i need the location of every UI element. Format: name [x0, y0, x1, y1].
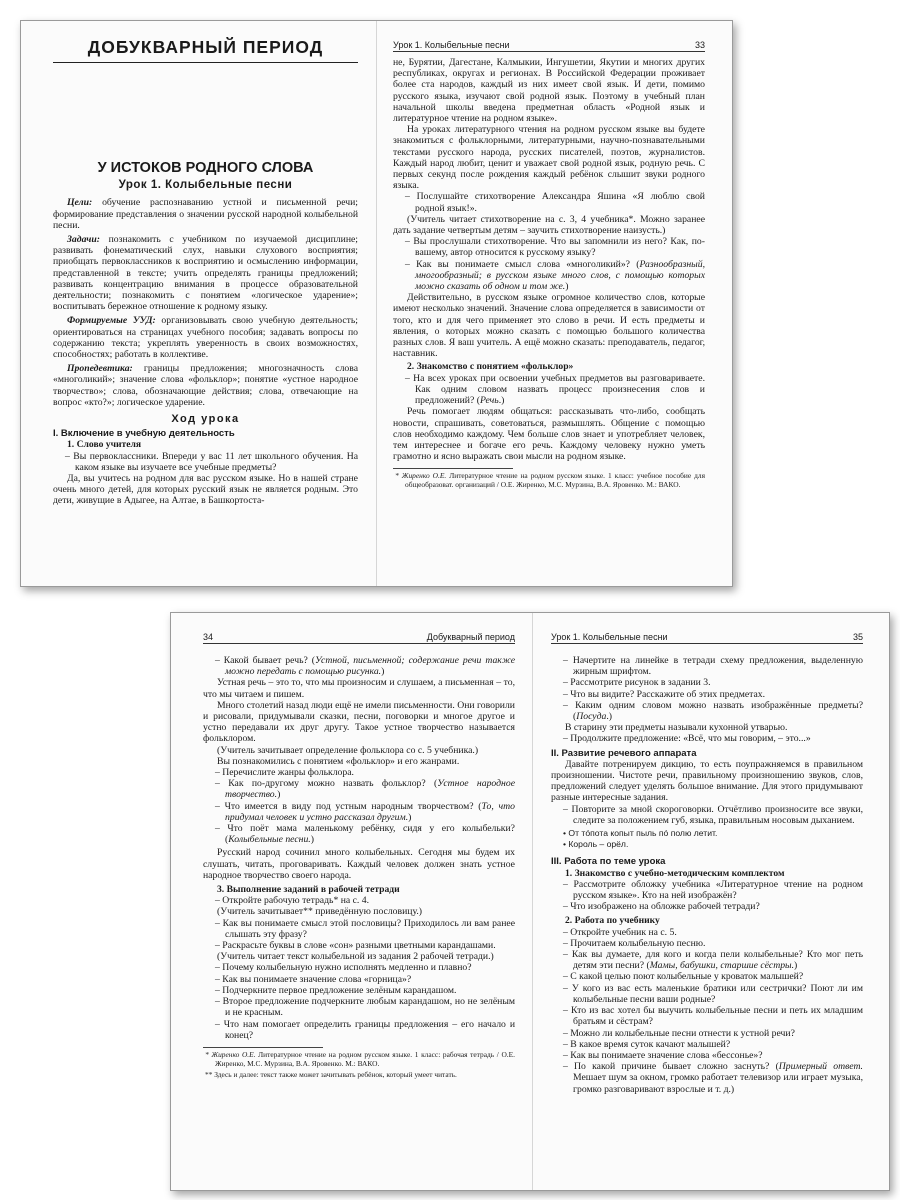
dialogue-line: – Послушайте стихотворение Александра Яшина «Я люблю свой родной язык!». — [405, 191, 705, 214]
dialogue-line: – Откройте рабочую тетрадь* на с. 4. — [215, 895, 370, 907]
dialogue-text: ) — [310, 834, 314, 846]
page-fold — [376, 21, 377, 586]
page-number: 33 — [694, 40, 705, 50]
dialogue-text: ) — [381, 666, 385, 678]
paragraph: не, Бурятии, Дагестане, Калмыкии, Ингушетии, Якутии и многих других республиках, округах и регионах. В Российской Федерации проживает более ста народов, каждый из них имеет свой язык. И дети, помимо русского языка, изучают свой родной язык. Поэтому в учебный план начальной школы введена предметная область «Родной язык и литературное чтение на родном языке». — [393, 57, 705, 125]
dialogue-text: – Как по-другому можно назвать фольклор? ( — [215, 778, 438, 790]
footnote-author: * Жиренко О.Е. — [395, 471, 447, 481]
dialogue-line: – Что нам помогает определить границы предложения – его начало и конец? — [215, 1018, 515, 1041]
page-body — [53, 160, 358, 507]
subsection-heading: 1. Слово учителя — [67, 439, 142, 451]
page-number: 35 — [852, 632, 863, 642]
expected-answer: Посуда — [576, 711, 607, 723]
book-spread-bottom — [170, 612, 890, 1191]
teacher-note: (Учитель читает текст колыбельной из задания 2 рабочей тетради.) — [217, 951, 494, 963]
book-spread-top — [20, 20, 733, 587]
dialogue-line: – Рассмотрите рисунок в задании 3. — [563, 677, 711, 689]
tasks-label: Задачи: — [67, 234, 100, 246]
dialogue-line — [203, 655, 515, 677]
subsection-heading: 2. Работа по учебнику — [565, 915, 660, 927]
tongue-twister: • От тóпота копыт пыль пó полю летит. — [563, 828, 718, 839]
subsection-heading: 1. Знакомство с учебно-методическим комплектом — [565, 867, 785, 879]
dialogue-line: – Рассмотрите обложку учебника «Литературное чтение на родном русском языке». Кто на ней изображён? — [563, 878, 863, 902]
dialogue-line — [551, 1061, 863, 1095]
running-head-title: Добукварный период — [426, 632, 515, 642]
subsection-heading: 2. Знакомство с понятием «фольклор» — [407, 361, 574, 373]
uud-paragraph — [53, 315, 358, 360]
paragraph: В старину эти предметы называли кухонной утварью. — [565, 722, 788, 734]
page-number: 34 — [203, 632, 214, 642]
paragraph: Устная речь – это то, что мы произносим и слушаем, а письменная – то, что мы читаем и пишем. — [203, 677, 515, 700]
paragraph: Давайте потренируем дикцию, то есть поупражняемся в правильном произношении. Чистоте речи, правильному произношению звуков, слов, предложений следует уделять большое внимание. Для этого придумывают разные интересные задания. — [551, 758, 863, 804]
teacher-note: (Учитель читает стихотворение на с. 3, 4 учебника*. Можно заранее дать задание четвертым детям – заучить стихотворение наизусть.) — [393, 213, 705, 237]
dialogue-text: – На всех уроках при освоении учебных предметов вы разговариваете. Как одним словом назвать процесс произнесения слов и предложений? ( — [405, 372, 705, 407]
section-heading: III. Работа по теме урока — [551, 856, 666, 868]
dialogue-line: – Можно ли колыбельные песни отнести к устной речи? — [563, 1027, 795, 1039]
uud-label: Формируемые УУД: — [67, 315, 156, 327]
paragraph: Русский народ сочинил много колыбельных. Сегодня мы будем их слушать, читать, проговаривать. Каждый человек должен знать устное народное творчество своего народа. — [203, 847, 515, 881]
section-heading: I. Включение в учебную деятельность — [53, 428, 235, 440]
expected-answer: Разнообразный, многообразный; в русском языке много слов, с помощью которых можно сказать об одном и том же. — [415, 258, 705, 293]
dialogue-line: – Перечислите жанры фольклора. — [215, 767, 354, 779]
expected-answer: То, что придумал человек и устно рассказал другим. — [225, 800, 515, 823]
footnote: ** Здесь и далее: текст также может зачитывать ребёнок, который умеет читать. — [205, 1069, 457, 1079]
lesson-progress-heading: Ход урока — [171, 413, 240, 426]
paragraph: Много столетий назад люди ещё не имели письменности. Они говорили и рисовали, придумывали сказки, песни, поговорки и многое другое и устно передавали их друг другу. Такое устное творчество называется фольклором. — [203, 699, 515, 745]
dialogue-text: ) — [794, 960, 798, 972]
page-left-top — [53, 21, 358, 586]
dialogue-line: – Вы первоклассники. Впереди у вас 11 лет школьного обучения. На каком языке вы изучаете все учебные предметы? — [65, 450, 358, 473]
main-title: ДОБУКВАРНЫЙ ПЕРИОД — [87, 37, 324, 57]
dialogue-line: – Вы прослушали стихотворение. Что вы запомнили из него? Как, по-вашему, автор относится к русскому языку? — [405, 236, 705, 259]
dialogue-line — [393, 259, 705, 293]
goals-text: обучение распознаванию устной и письменной речи; формирование представления о значении русской народной колыбельной песни. — [53, 197, 358, 231]
running-head-title: Урок 1. Колыбельные песни — [393, 40, 510, 50]
propaedeutics-text: границы предложения; многозначность слова «многоликий»; значение слова «фольклор»; понятие «устное народное творчество»; слова, обозначающие действия; слова, отвечающие на вопрос «кто?»; логическое ударение. — [53, 363, 358, 408]
section-title-block — [53, 37, 358, 63]
expected-answer: Речь — [479, 395, 499, 407]
footnote — [203, 1050, 515, 1068]
page-right-bottom — [551, 613, 863, 1190]
dialogue-text: ) — [408, 811, 412, 823]
footnote — [393, 471, 705, 489]
dialogue-text: Мешает шум за окном, громко работает телевизор или играет музыка, громко разговаривают взрослые и т. д.) — [573, 1072, 863, 1095]
paragraph: На уроках литературного чтения на родном русском языке вы будете знакомиться с фольклорными, литературными, научно-познавательными текстами русского народа, русских писателей, поэтов, журналистов. Каждый народ любит, ценит и уважает свой родной язык, родную речь. С первых секунд после рождения каждый ребёнок слышит звуки родного языка. — [393, 124, 705, 192]
dialogue-line — [551, 700, 863, 722]
dialogue-line: – Второе предложение подчеркните любым карандашом, но не зелёным и не красным. — [215, 996, 515, 1019]
uud-text: организовывать свою учебную деятельность; ориентироваться на страницах учебного пособия; задавать вопросы по содержанию текста; укреплять уверенность в своих возможностях, способностях; работать в коллективе. — [53, 315, 358, 361]
footnote-author: * Жиренко О.Е. — [205, 1049, 256, 1059]
dialogue-line: – Что изображено на обложке рабочей тетради? — [563, 901, 760, 913]
dialogue-text: – Что поёт мама маленькому ребёнку, сидя у его колыбельки? ( — [215, 823, 515, 846]
tasks-text: познакомить с учебником по изучаемой дисциплине; развивать фонематический слух, навыки слухового восприятия; приобщать первоклассников к восприятию и осмыслению информации, представленной в тексте; учить определять границы предложений; развивать концентрацию внимания в процессе образовательной деятельности; познакомить с понятием «логическое ударение»; воспитывать бережное отношение к родному языку. — [53, 234, 358, 313]
propaedeutics-label: Пропедевтика: — [67, 363, 133, 375]
running-head — [393, 39, 705, 52]
dialogue-line — [203, 778, 515, 800]
dialogue-line: – Прочитаем колыбельную песню. — [563, 937, 706, 949]
page-body — [203, 655, 515, 1079]
expected-answer: Примерный ответ. — [778, 1061, 863, 1073]
dialogue-line: – Что вы видите? Расскажите об этих предметах. — [563, 688, 766, 700]
dialogue-line: – Раскрасьте буквы в слове «сон» разными цветными карандашами. — [215, 940, 496, 952]
section-heading: II. Развитие речевого аппарата — [551, 747, 697, 759]
running-head — [203, 631, 515, 644]
dialogue-line: – Подчеркните первое предложение зелёным карандашом. — [215, 984, 457, 996]
tongue-twister: • Король – орёл. — [563, 839, 629, 850]
goals-label: Цели: — [67, 197, 93, 209]
dialogue-line — [393, 373, 705, 407]
dialogue-line: – Откройте учебник на с. 5. — [563, 926, 677, 938]
dialogue-text: – Каким одним словом можно назвать изображённые предметы? ( — [563, 699, 863, 723]
dialogue-text: .) — [498, 395, 505, 407]
goals-paragraph — [53, 197, 358, 231]
teacher-note: (Учитель зачитывает** приведённую пословицу.) — [217, 906, 422, 918]
running-head-title: Урок 1. Колыбельные песни — [551, 632, 668, 642]
paragraph: Речь помогает людям общаться: рассказывать что-либо, сообщать новости, спрашивать, советоваться, размышлять. Общение с помощью слов необходимо каждому. Чем больше слов знает и употребляет человек, тем интереснее и богаче его речь. Каждому человеку нужно уметь грамотно и ясно выражать свои мысли на родном языке. — [393, 406, 705, 463]
propaedeutics-paragraph — [53, 363, 358, 408]
dialogue-text: – По какой причине бывает сложно заснуть? ( — [563, 1061, 779, 1073]
subsection-heading: 3. Выполнение заданий в рабочей тетради — [217, 884, 400, 896]
expected-answer: Устное народное творчество. — [225, 778, 515, 801]
dialogue-line: – Как вы понимаете смысл этой пословицы? Приходилось ли вам ранее слышать эту фразу? — [215, 917, 515, 940]
dialogue-line: – Повторите за мной скороговорки. Отчётливо произносите все звуки, следите за положением губ, языка, правильным носовым дыханием. — [563, 803, 863, 826]
page-fold — [532, 613, 533, 1190]
tasks-paragraph — [53, 234, 358, 312]
expected-answer: Колыбельные песни. — [228, 834, 311, 846]
paragraph: Вы познакомились с понятием «фольклор» и его жанрами. — [217, 755, 460, 767]
page-right-top — [393, 21, 705, 586]
dialogue-text: – Что имеется в виду под устным народным творчеством? ( — [215, 800, 482, 812]
dialogue-line — [203, 823, 515, 845]
dialogue-text: – Как вы понимаете смысл слова «многоликий»? ( — [405, 258, 640, 270]
dialogue-line: – У кого из вас есть маленькие братики или сестрички? Поют ли им колыбельные песни ваши родные? — [563, 982, 863, 1005]
dialogue-text: – Как вы думаете, для кого и когда пели колыбельные? Кто мог петь детям эти песни? ( — [563, 949, 863, 972]
dialogue-line: – Начертите на линейке в тетради схему предложения, выделенную жирным шрифтом. — [563, 655, 863, 678]
dialogue-line: – Как вы понимаете значение слова «горница»? — [215, 973, 412, 985]
dialogue-line: – Кто из вас хотел бы выучить колыбельные песни и петь их младшим братьям и сёстрам? — [563, 1005, 863, 1028]
dialogue-line: – Как вы понимаете значение слова «бессонье»? — [563, 1049, 763, 1061]
dialogue-line: – С какой целью поют колыбельные у кроваток малышей? — [563, 971, 804, 983]
dialogue-text: ) — [277, 789, 281, 801]
dialogue-line — [551, 949, 863, 971]
title-rule — [53, 62, 358, 63]
paragraph: Действительно, в русском языке огромное количество слов, которые имеют несколько значений. Значение слова определяется в зависимости от того, кто и для чего применяет это слово в речи. И есть предметы и явления, о которых можно сказать с помощью большого количества разных слов. Я ваш учитель. А ещё можно сказать: преподаватель, педагог, наставник. — [393, 292, 705, 360]
teacher-note: (Учитель зачитывает определение фольклора со с. 5 учебника.) — [217, 744, 479, 756]
chapter-title: У ИСТОКОВ РОДНОГО СЛОВА — [97, 160, 314, 176]
footnote-rule — [393, 468, 513, 469]
running-head — [551, 631, 863, 644]
dialogue-text: – Какой бывает речь? ( — [215, 655, 315, 666]
dialogue-line: – Почему колыбельную нужно исполнять медленно и плавно? — [215, 962, 472, 974]
page-left-bottom — [203, 613, 515, 1190]
lesson-title: Урок 1. Колыбельные песни — [118, 179, 293, 192]
paragraph: Да, вы учитесь на родном для вас русском языке. Но в нашей стране очень много детей, для которых русский язык не является родным. Это дети, живущие в Адыгее, на Алтае, в Башкортоста- — [53, 473, 358, 507]
expected-answer: Устной, письменной; содержание речи также можно передать с помощью рисунка. — [225, 655, 515, 678]
dialogue-line: – В какое время суток качают малышей? — [563, 1038, 731, 1050]
dialogue-text: .) — [606, 711, 612, 723]
dialogue-text: ) — [565, 281, 569, 293]
expected-answer: Мамы, бабушки, старшие сёстры. — [649, 960, 795, 972]
page-body — [551, 655, 863, 1095]
dialogue-line: – Продолжите предложение: «Всё, что мы говорим, – это...» — [563, 733, 811, 745]
dialogue-line — [203, 801, 515, 823]
footnote-text: Литературное чтение на родном русском языке. 1 класс: рабочая тетрадь / О.Е. Жиренко, М.С. Мурзина, В.А. Яровенко. М.: ВАКО. — [215, 1049, 515, 1068]
footnote-text: Литературное чтение на родном русском языке. 1 класс: учебное пособие для общеобразоват. организаций / О.Е. Жиренко, М.С. Мурзина, В.А. Яровенко. М.: ВАКО. — [405, 471, 705, 490]
footnote-rule — [203, 1047, 323, 1048]
page-body — [393, 57, 705, 489]
